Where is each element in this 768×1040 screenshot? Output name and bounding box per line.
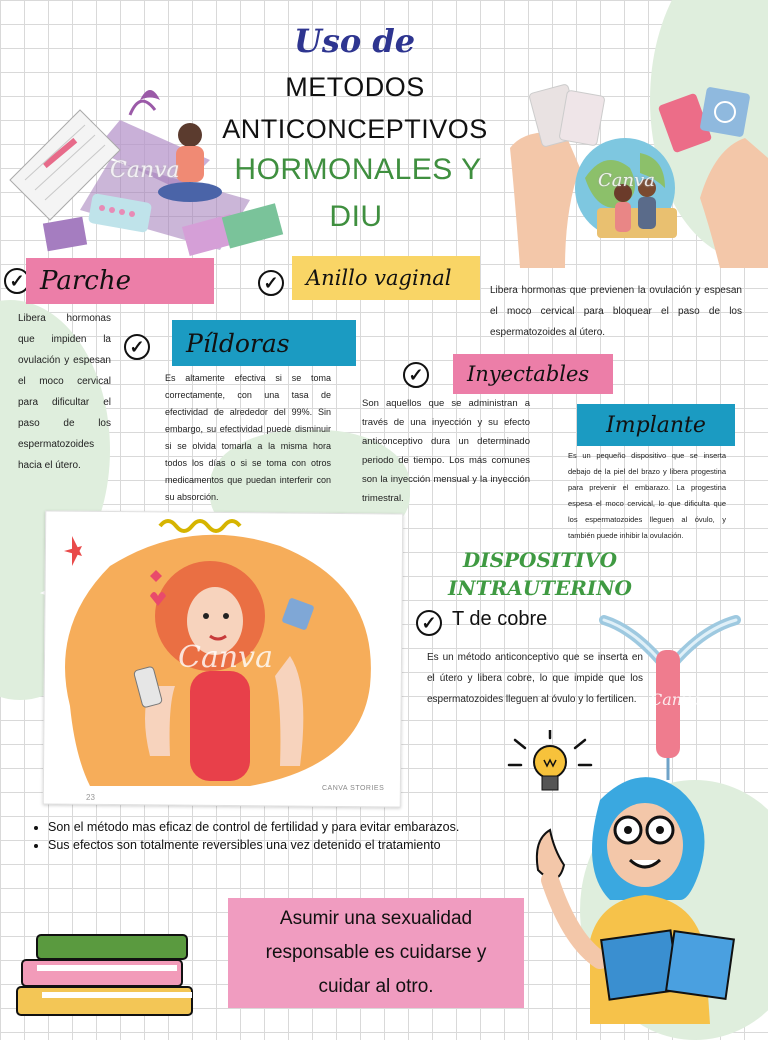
watermark-4: Canva xyxy=(650,690,701,709)
implante-label: Implante xyxy=(577,404,735,446)
inyectables-text: Son aquellos que se administran a través de una inyección y su efecto anticonceptivo dura un determinado periodo de tiempo. Los más comunes son la inyección mensual y la inyección trimestral. xyxy=(362,398,530,504)
parche-label: Parche xyxy=(26,258,214,304)
watermark-1: Canva xyxy=(110,158,180,183)
t-de-cobre-label: T de cobre xyxy=(452,608,548,630)
title-line-4: DIU xyxy=(329,200,383,233)
watermark-2: Canva xyxy=(598,170,655,191)
inyectables-label: Inyectables xyxy=(453,354,613,394)
pildoras-label: Píldoras xyxy=(172,320,356,366)
diu-heading-2: INTRAUTERINO xyxy=(448,576,632,600)
check-icon: ✓ xyxy=(403,362,429,388)
key-points-list xyxy=(34,818,518,854)
pildoras-text: Es altamente efectiva si se toma correctamente, con una tasa de efectividad de alrededor del 99%. Sin embargo, su efectividad puede disminuir si se olvida tomarla a la misma hora todos los días o si se toma con otros medicamentos que puedan interferir con su absorción. xyxy=(165,373,331,502)
implante-text: Es un pequeño dispositivo que se inserta debajo de la piel del brazo y libera progestina para prevenir el embarazo. La progestina espesa el moco cervical, lo que dificulta que los espermatozoides lleguen al óvulo, y también puede inhibir la ovulación. xyxy=(568,451,726,540)
title-line-2: ANTICONCEPTIVOS xyxy=(222,114,488,144)
title-script: Uso de xyxy=(294,22,416,60)
parche-text: Libera hormonas que impiden la ovulación y espesan el moco cervical para dificultar el paso de los espermatozoides hacia el útero. xyxy=(18,313,111,471)
photo-label: CANVA STORIES xyxy=(322,785,385,792)
check-icon: ✓ xyxy=(4,268,30,294)
diu-heading-1: DISPOSITIVO xyxy=(462,548,618,572)
check-icon: ✓ xyxy=(258,270,284,296)
title-line-3: HORMONALES Y xyxy=(234,153,482,186)
closing-quote: Asumir una sexualidad responsable es cuidarse y cuidar al otro. xyxy=(228,898,524,1008)
books-illustration xyxy=(12,930,202,1020)
check-icon: ✓ xyxy=(416,610,442,636)
anillo-text: Libera hormonas que previenen la ovulación y espesan el moco cervical para bloquear el paso de los espermatozoides al útero. xyxy=(490,285,742,338)
girl-reading-illustration xyxy=(530,760,768,1024)
anillo-label: Anillo vaginal xyxy=(292,256,480,300)
key-point: • Sus efectos son totalmente reversibles una vez detenido el tratamiento xyxy=(48,836,518,854)
photo-number: 23 xyxy=(86,793,95,802)
check-icon: ✓ xyxy=(124,334,150,360)
diu-text: Es un método anticonceptivo que se inserta en el útero y libera cobre, lo que impide que los espermatozoides lleguen al óvulo y lo fertilicen. xyxy=(427,652,643,705)
key-point: • Son el método mas eficaz de control de fertilidad y para evitar embarazos. xyxy=(48,818,518,836)
title-line-1: METODOS xyxy=(285,72,425,102)
watermark-3: Canva xyxy=(178,640,273,675)
